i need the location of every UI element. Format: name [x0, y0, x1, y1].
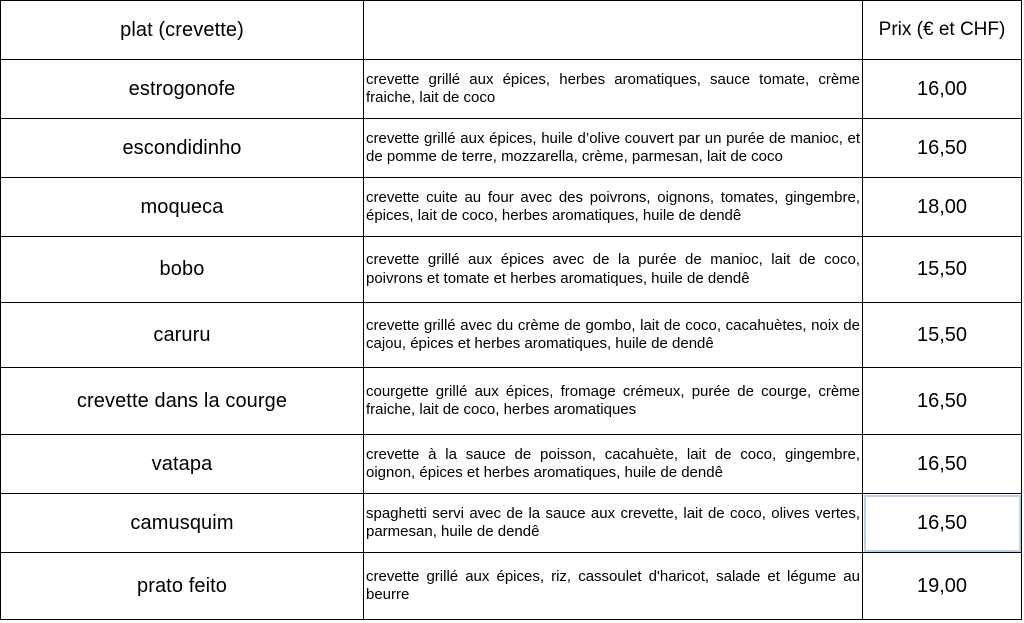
table-row [1, 237, 1022, 303]
dish-name-cell[interactable]: crevette dans la courge [1, 368, 364, 435]
table-row [1, 494, 1022, 553]
dish-price-cell[interactable]: 16,50 [863, 435, 1022, 494]
table-row [1, 178, 1022, 237]
dish-price-cell[interactable]: 19,00 [863, 553, 1022, 620]
table-row [1, 368, 1022, 435]
table-row [1, 303, 1022, 368]
dish-name-cell[interactable]: estrogonofe [1, 60, 364, 119]
dish-price-cell-selected[interactable]: 16,50 [863, 494, 1022, 553]
table-row [1, 553, 1022, 620]
dish-description-cell[interactable]: crevette grillé aux épices, riz, cassoulet d'haricot, salade et légume au beurre [364, 553, 863, 620]
dish-name-cell[interactable]: bobo [1, 237, 364, 303]
dish-name-cell[interactable]: caruru [1, 303, 364, 368]
dish-name-cell[interactable]: camusquim [1, 494, 364, 553]
dish-price-cell[interactable]: 16,50 [863, 119, 1022, 178]
header-description-cell[interactable] [364, 1, 863, 60]
header-name-cell[interactable]: plat (crevette) [1, 1, 364, 60]
table-row [1, 435, 1022, 494]
header-row [1, 1, 1022, 60]
dish-price-cell[interactable]: 18,00 [863, 178, 1022, 237]
table-row [1, 60, 1022, 119]
dish-description-cell[interactable]: crevette grillé avec du crème de gombo, lait de coco, cacahuètes, noix de cajou, épices et herbes aromatiques, huile de dendê [364, 303, 863, 368]
dish-description-cell[interactable]: courgette grillé aux épices, fromage crémeux, purée de courge, crème fraiche, lait de coco, herbes aromatiques [364, 368, 863, 435]
dish-name-cell[interactable]: moqueca [1, 178, 364, 237]
dish-price-cell[interactable]: 15,50 [863, 303, 1022, 368]
dish-price-cell[interactable]: 16,00 [863, 60, 1022, 119]
dish-description-cell[interactable]: crevette grillé aux épices avec de la purée de manioc, lait de coco, poivrons et tomate et herbes aromatiques, huile de dendê [364, 237, 863, 303]
dish-price-cell[interactable]: 15,50 [863, 237, 1022, 303]
dish-name-cell[interactable]: prato feito [1, 553, 364, 620]
dish-description-cell[interactable]: crevette à la sauce de poisson, cacahuète, lait de coco, gingembre, oignon, épices et herbes aromatiques, huile de dendê [364, 435, 863, 494]
header-price-cell[interactable]: Prix (€ et CHF) [863, 1, 1022, 60]
dish-name-cell[interactable]: vatapa [1, 435, 364, 494]
dish-name-cell[interactable]: escondidinho [1, 119, 364, 178]
dish-price-cell[interactable]: 16,50 [863, 368, 1022, 435]
dish-description-cell[interactable]: spaghetti servi avec de la sauce aux crevette, lait de coco, olives vertes, parmesan, huile de dendê [364, 494, 863, 553]
dish-description-cell[interactable]: crevette grillé aux épices, huile d’olive couvert par un purée de manioc, et de pomme de terre, mozzarella, crème, parmesan, lait de coco [364, 119, 863, 178]
table-row [1, 119, 1022, 178]
dish-description-cell[interactable]: crevette cuite au four avec des poivrons, oignons, tomates, gingembre, épices, lait de coco, herbes aromatiques, huile de dendê [364, 178, 863, 237]
dish-description-cell[interactable]: crevette grillé aux épices, herbes aromatiques, sauce tomate, crème fraiche, lait de coco [364, 60, 863, 119]
